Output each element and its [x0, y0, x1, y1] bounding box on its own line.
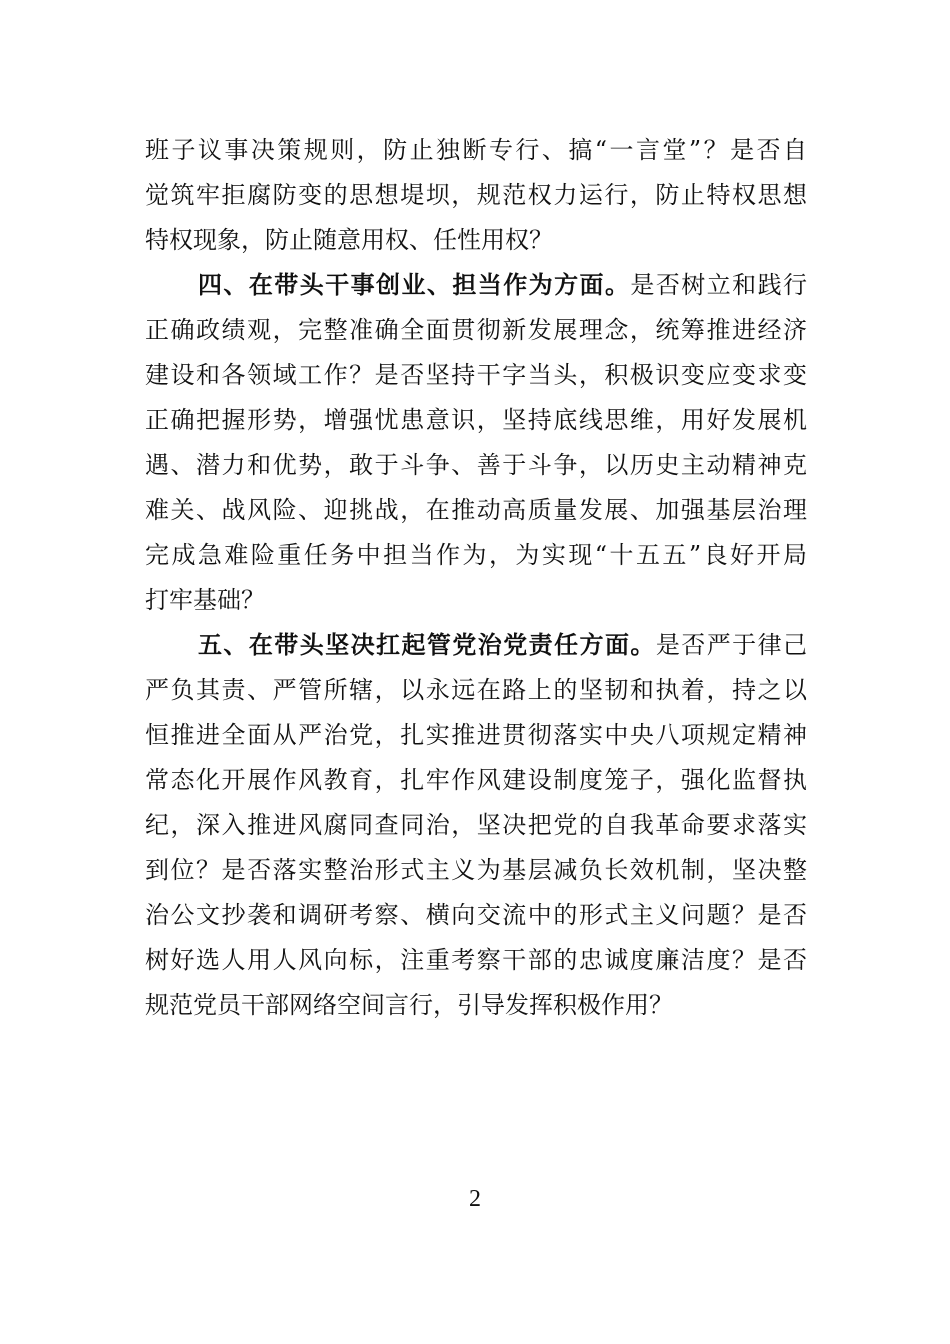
- text-line: 树好选人用人风向标，注重考察干部的忠诚度廉洁度？是否: [145, 946, 807, 974]
- text-span: 是否严于律己: [655, 631, 808, 659]
- section-heading: 五、在带头坚决扛起管党治党责任方面。: [198, 631, 656, 659]
- text-line: 打牢基础？: [145, 586, 265, 614]
- section-heading: 四、在带头干事创业、担当作为方面。: [198, 271, 631, 299]
- paragraph-section-five: [145, 623, 807, 1028]
- text-line: 常态化开展作风教育，扎牢作风建设制度笼子，强化监督执: [145, 766, 807, 794]
- text-line: 规范党员干部网络空间言行，引导发挥积极作用？: [145, 991, 673, 1019]
- text-line: [145, 263, 807, 308]
- text-line: 正确把握形势，增强忧患意识，坚持底线思维，用好发展机: [145, 406, 807, 434]
- page-number: 2: [469, 1186, 481, 1212]
- text-line: 难关、战风险、迎挑战，在推动高质量发展、加强基层治理: [145, 496, 807, 524]
- document-body: [145, 128, 807, 1028]
- text-line: 到位？是否落实整治形式主义为基层减负长效机制，坚决整: [145, 856, 807, 884]
- text-line: 正确政绩观，完整准确全面贯彻新发展理念，统筹推进经济: [145, 316, 807, 344]
- text-line: 班子议事决策规则，防止独断专行、搞“一言堂”？是否自: [145, 136, 807, 164]
- text-line: [145, 623, 807, 668]
- text-line: 恒推进全面从严治党，扎实推进贯彻落实中央八项规定精神: [145, 721, 807, 749]
- text-span: 是否树立和践行: [630, 271, 807, 299]
- text-line: 建设和各领域工作？是否坚持干字当头，积极识变应变求变: [145, 361, 807, 389]
- paragraph-continued: [145, 128, 807, 263]
- text-line: 遇、潜力和优势，敢于斗争、善于斗争，以历史主动精神克: [145, 451, 807, 479]
- text-line: 治公文抄袭和调研考察、横向交流中的形式主义问题？是否: [145, 901, 807, 929]
- text-line: 完成急难险重任务中担当作为，为实现“十五五”良好开局: [145, 541, 807, 569]
- text-line: 严负其责、严管所辖，以永远在路上的坚韧和执着，持之以: [145, 676, 807, 704]
- text-line: 纪，深入推进风腐同查同治，坚决把党的自我革命要求落实: [145, 811, 807, 839]
- paragraph-section-four: [145, 263, 807, 623]
- text-line: 特权现象，防止随意用权、任性用权？: [145, 226, 553, 254]
- text-line: 觉筑牢拒腐防变的思想堤坝，规范权力运行，防止特权思想: [145, 181, 807, 209]
